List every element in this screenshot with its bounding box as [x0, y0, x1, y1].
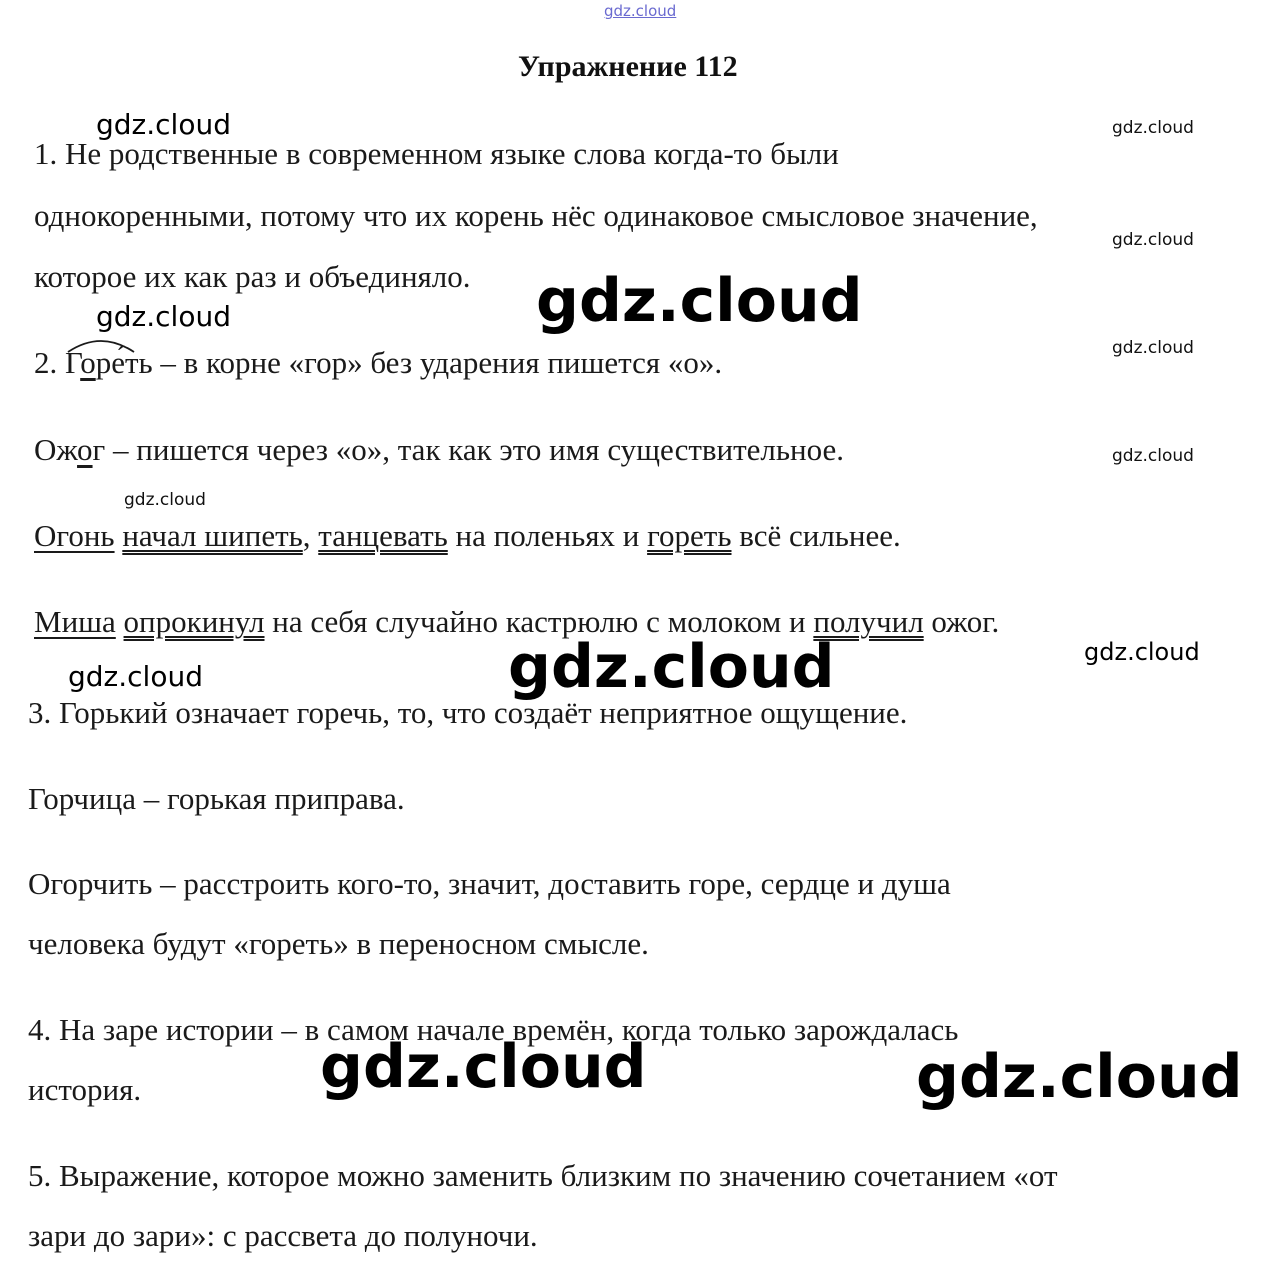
text-line: история.: [28, 1072, 142, 1107]
example-sentence-2: [34, 604, 999, 640]
word-part: р: [95, 345, 112, 380]
explanation-text: – в корне «гор» без ударения пишется «о».: [152, 345, 723, 380]
watermark: gdz.cloud: [508, 632, 835, 702]
text-line-ozhog: [34, 432, 844, 468]
watermark: gdz.cloud: [1112, 230, 1194, 250]
watermark-top: gdz.cloud: [604, 2, 677, 20]
watermark: gdz.cloud: [1084, 638, 1200, 666]
word-part: г: [92, 432, 106, 467]
unstressed-vowel: о: [80, 345, 96, 380]
watermark: gdz.cloud: [96, 108, 231, 141]
watermark: gdz.cloud: [536, 266, 863, 336]
text-line: Горчица – горькая приправа.: [28, 781, 405, 816]
word-part: Ож: [34, 432, 78, 467]
watermark: gdz.cloud: [68, 660, 203, 693]
text-line: 4. На заре истории – в самом начале времён, когда только зарождалась: [28, 1012, 959, 1047]
exercise-title: Упражнение 112: [518, 50, 738, 83]
text-line: однокоренными, потому что их корень нёс одинаковое смысловое значение,: [34, 198, 1038, 233]
text-line: 3. Горький означает горечь, то, что создаёт неприятное ощущение.: [28, 695, 908, 730]
watermark: gdz.cloud: [1112, 118, 1194, 138]
unstressed-vowel: о: [77, 432, 93, 467]
text-line: которое их как раз и объединяло.: [34, 259, 471, 294]
sentence-text: ожог.: [923, 604, 1000, 639]
explanation-text: – пишется через «о», так как это имя существительное.: [105, 432, 844, 467]
word-part: е́ть: [111, 345, 153, 380]
text-line-goret: [34, 345, 722, 381]
item-number: 2.: [34, 345, 65, 380]
subject-word: Миша: [34, 604, 116, 639]
watermark: gdz.cloud: [124, 490, 206, 510]
watermark: gdz.cloud: [1112, 446, 1194, 466]
word-part: Г: [65, 345, 81, 380]
predicate-word: опрокинул: [123, 604, 265, 639]
text-line: человека будут «гореть» в переносном смысле.: [28, 926, 649, 961]
text-line: 1. Не родственные в современном языке слова когда-то были: [34, 136, 839, 171]
example-sentence-1: [34, 518, 901, 554]
text-line: зари до зари»: с рассвета до полуночи.: [28, 1218, 538, 1253]
punctuation: ,: [302, 518, 319, 553]
watermark: gdz.cloud: [1112, 338, 1194, 358]
sentence-text: на себя случайно кастрюлю с молоком и: [264, 604, 814, 639]
text-line: 5. Выражение, которое можно заменить близким по значению сочетанием «от: [28, 1158, 1058, 1193]
watermark: gdz.cloud: [320, 1032, 647, 1102]
watermark: gdz.cloud: [916, 1042, 1243, 1112]
subject-word: Огонь: [34, 518, 115, 553]
text-line: Огорчить – расстроить кого-то, значит, доставить горе, сердце и душа: [28, 866, 951, 901]
sentence-text: на поленьях и: [447, 518, 648, 553]
predicate-word: начал шипеть: [122, 518, 303, 553]
predicate-word: танцевать: [318, 518, 448, 553]
sentence-text: всё сильнее.: [731, 518, 901, 553]
predicate-word: гореть: [647, 518, 732, 553]
predicate-word: получил: [813, 604, 924, 639]
watermark: gdz.cloud: [96, 300, 231, 333]
